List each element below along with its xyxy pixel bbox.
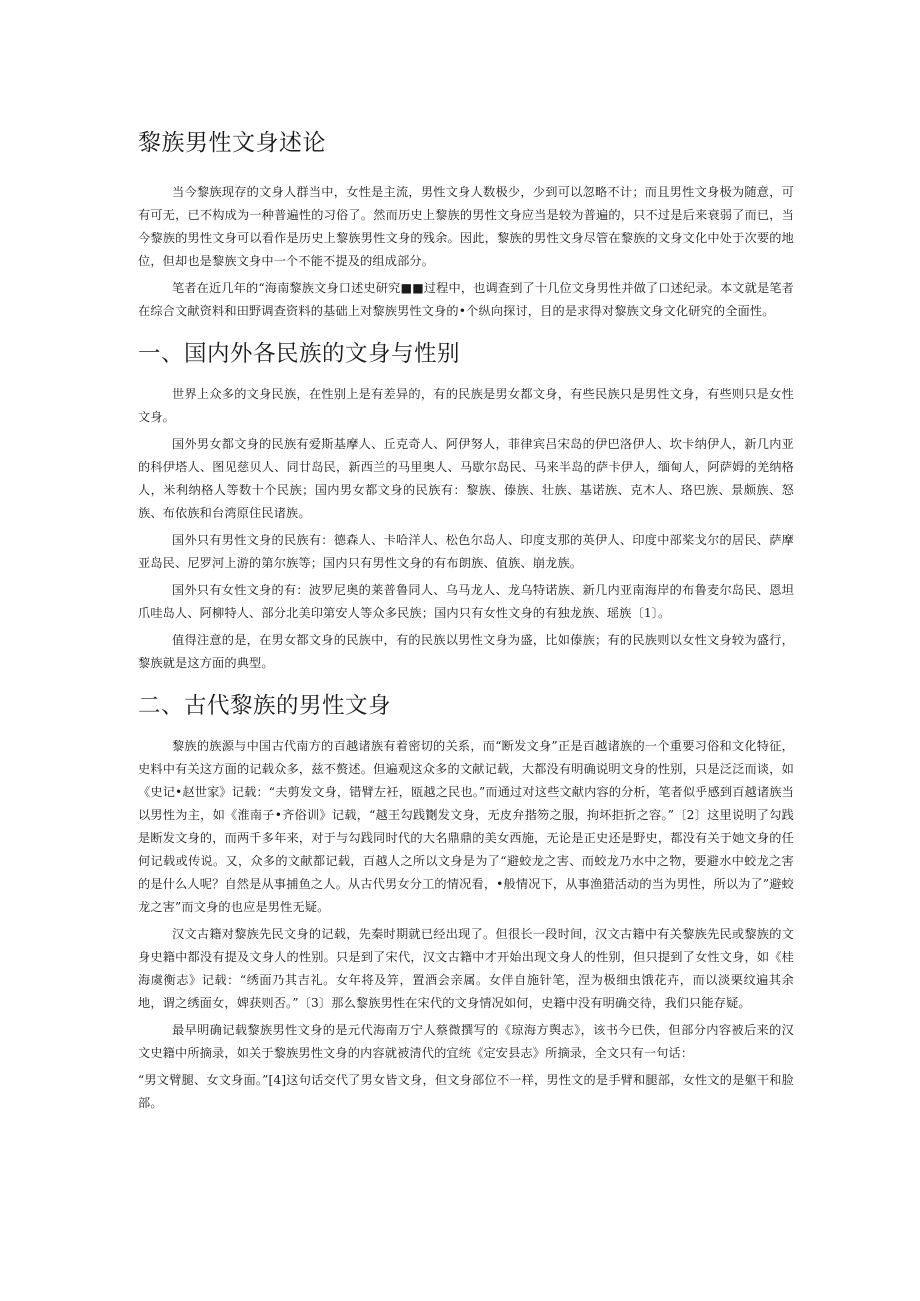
section-1-paragraph-4: 国外只有女性文身的有：波罗尼奥的莱普鲁同人、乌马龙人、龙乌特诺族、新几内亚南海岸的布鲁麦尔岛民、恩坦爪哇岛人、阿柳特人、部分北美印第安人等众多民族；国内只有女性文身的有独龙族、瑶族〔1〕。 — [138, 583, 794, 620]
section-1-paragraph-3: 国外只有男性文身的民族有：德森人、卡哈洋人、松色尔岛人、印度支那的英伊人、印度中部桨戈尔的居民、萨摩亚岛民、尼罗河上游的第尔族等；国内只有男性文身的有布朗族、值族、崩龙族。 — [138, 533, 794, 570]
section-2-quote: “男文臂腿、女文身面。”[4]这句话交代了男女皆文身，但文身部位不一样，男性文的是手臂和腿部，女性文的是躯干和脸部。 — [138, 1073, 794, 1110]
intro-paragraph-2: 笔者在近几年的“海南黎族文身口述史研究■■过程中，也调查到了十几位文身男性并做了口述纪录。本文就是笔者在综合文献资料和田野调查资料的基础上对黎族男性文身的•个纵向探讨，目的是求得对黎族文身文化研究的全面性。 — [138, 281, 794, 318]
intro-paragraph-1: 当今黎族现存的文身人群当中，女性是主流，男性文身人数极少，少到可以忽略不计；而且男性文身极为随意，可有可无，已不构成为一种普遍性的习俗了。然而历史上黎族的男性文身应当是较为普遍的，只不过是后来衰弱了而已，当今黎族的男性文身可以看作是历史上黎族男性文身的残余。因此，黎族的男性文身尽管在黎族的文身文化中处于次要的地位，但却也是黎族文身中一个不能不提及的组成部分。 — [138, 185, 794, 268]
section-2-heading: 二、古代黎族的男性文身 — [138, 693, 392, 719]
section-1-heading: 一、国内外各民族的文身与性别 — [138, 341, 461, 367]
section-1-paragraph-1: 世界上众多的文身民族，在性别上是有差异的，有的民族是男女都文身，有些民族只是男性文身，有些则只是女性文身。 — [138, 387, 794, 424]
section-1-paragraph-2: 国外男女都文身的民族有爱斯基摩人、丘克奇人、阿伊努人，菲律宾吕宋岛的伊巴洛伊人、坎卡纳伊人，新几内亚的科伊塔人、图见慈贝人、同廿岛民，新西兰的马里奥人、马歇尔岛民、马来半岛的萨卡伊人，缅甸人，阿萨姆的羌纳格人，米利纳格人等数十个民族；国内男女都文身的民族有：黎族、傣族、壮族、基诺族、克木人、珞巴族、景颇族、怒族、布依族和台湾原住民诸族。 — [138, 437, 794, 520]
section-2-paragraph-1: 黎族的族源与中国古代南方的百越诸族有着密切的关系，而“断发文身”正是百越诸族的一个重要习俗和文化特征，史料中有关这方面的记载众多，兹不赘述。但遍观这众多的文献记载，大都没有明确说明文身的性别，只是泛泛而谈，如《史记•赵世家》记载：“夫剪发文身，错臂左衽，瓯越之民也。”而通过对这些文献内容的分析，笔者似乎感到百越诸族当以男性为主，如《淮南子•齐俗训》记载，“越王勾践劗发文身，无皮弁揩笏之服，拘坏拒折之容。”〔2〕这里说明了勾践是断发文身的，而两千多年来，对于与勾践同时代的大名鼎鼎的美女西施，无论是正史还是野史，都没有关于她文身的任何记载或传说。又，众多的文献都记载，百越人之所以文身是为了“避蛟龙之害、而蛟龙乃水中之物，要避水中蛟龙之害的是什么人呢？自然是从事捕鱼之人。从古代男女分工的情况看，•般情况下，从事渔猎活动的当为男性，所以为了”避蛟龙之害”而文身的也应是男性无疑。 — [138, 739, 794, 914]
section-1-paragraph-5: 值得注意的是，在男女都文身的民族中，有的民族以男性文身为盛，比如傣族；有的民族则以女性文身较为盛行，黎族就是这方面的典型。 — [138, 633, 794, 670]
document-page — [138, 126, 794, 1119]
section-2-paragraph-2: 汉文古籍对黎族先民文身的记载，先秦时期就已经出现了。但很长一段时间，汉文古籍中有关黎族先民或黎族的文身史籍中都没有提及文身人的性别。只是到了宋代，汉文古籍中才开始出现文身人的性别，但只提到了女性文身，如《桂海虞衡志》记载：“绣面乃其吉礼。女年将及笄，置酒会亲属。女伴自施针笔，涅为极细虫饿花卉，而以淡栗纹遍其余地，谓之绣面女，婢获则否。”〔3〕那么黎族男性在宋代的文身情况如何，史籍中没有明确交待，我们只能存疑。 — [138, 927, 794, 1010]
document-title: 黎族男性文身述论 — [138, 130, 326, 156]
section-2-paragraph-3: 最早明确记载黎族男性文身的是元代海南万宁人蔡微撰写的《琼海方舆志》，该书今已佚，但部分内容被后来的汉文史籍中所摘录，如关于黎族男性文身的内容就被清代的宜统《定安县志》所摘录，全文只有一句话： — [138, 1023, 794, 1060]
